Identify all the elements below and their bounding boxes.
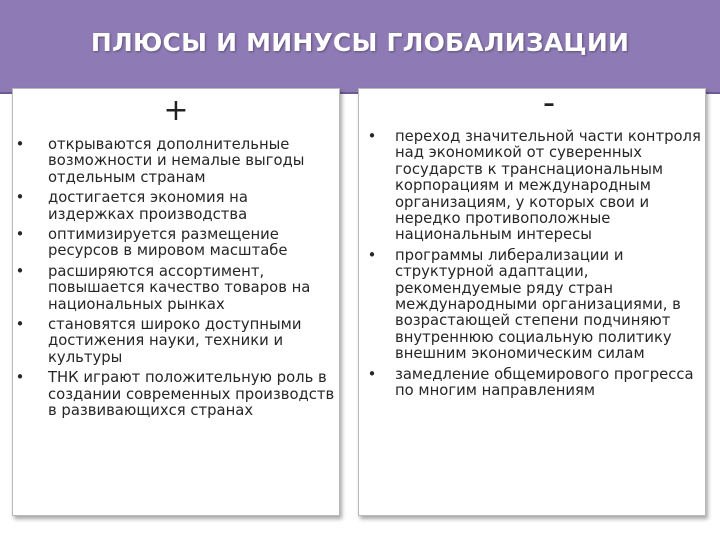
list-item-text: программы либерализации и структурной адаптации, рекомендуемые ряду стран международными организациями, в возрастающей степени подчиняют внутреннюю социальную политику внешним экономическим силам (395, 246, 681, 363)
bullet-icon: • (15, 262, 25, 280)
cons-list (359, 129, 703, 404)
list-item-text: достигается экономия на издержках производства (48, 189, 248, 223)
list-item (13, 137, 335, 186)
list-item-text: оптимизируется размещение ресурсов в мировом масштабе (48, 226, 288, 260)
list-item (13, 227, 335, 260)
list-item-text: замедление общемирового прогресса по многим направлениям (395, 365, 694, 400)
bullet-icon: • (367, 365, 377, 383)
list-item (13, 317, 335, 366)
list-item (13, 190, 335, 223)
list-item (359, 367, 703, 400)
pros-heading: + (163, 93, 189, 128)
title-banner (0, 0, 720, 94)
cons-panel (358, 83, 706, 516)
list-item (359, 129, 703, 244)
bullet-icon: • (15, 189, 25, 207)
pros-panel (12, 88, 340, 516)
list-item-text: становятся широко доступными достижения науки, техники и культуры (48, 316, 302, 366)
list-item-text: открываются дополнительные возможности и немалые выгоды отдельным странам (48, 136, 305, 186)
bullet-icon: • (15, 369, 25, 387)
bullet-icon: • (367, 246, 377, 264)
pros-list (13, 137, 335, 424)
cons-heading: - (542, 83, 556, 123)
page-title: ПЛЮСЫ И МИНУСЫ ГЛОБАЛИЗАЦИИ (90, 28, 630, 57)
list-item-text: расширяются ассортимент, повышается качество товаров на национальных рынках (48, 262, 311, 313)
bullet-icon: • (15, 316, 25, 334)
list-item-text: переход значительной части контроля над экономикой от суверенных государств к транснациональным корпорациям и международным организациям, у которых свои и нередко противоположные национальным интересы (395, 128, 701, 244)
list-item (13, 264, 335, 313)
list-item (359, 248, 703, 363)
bullet-icon: • (15, 136, 25, 153)
list-item-text: ТНК играют положительную роль в создании современных производств в развивающихся странах (48, 369, 335, 420)
list-item (13, 370, 335, 419)
bullet-icon: • (15, 226, 25, 244)
bullet-icon: • (367, 128, 377, 145)
